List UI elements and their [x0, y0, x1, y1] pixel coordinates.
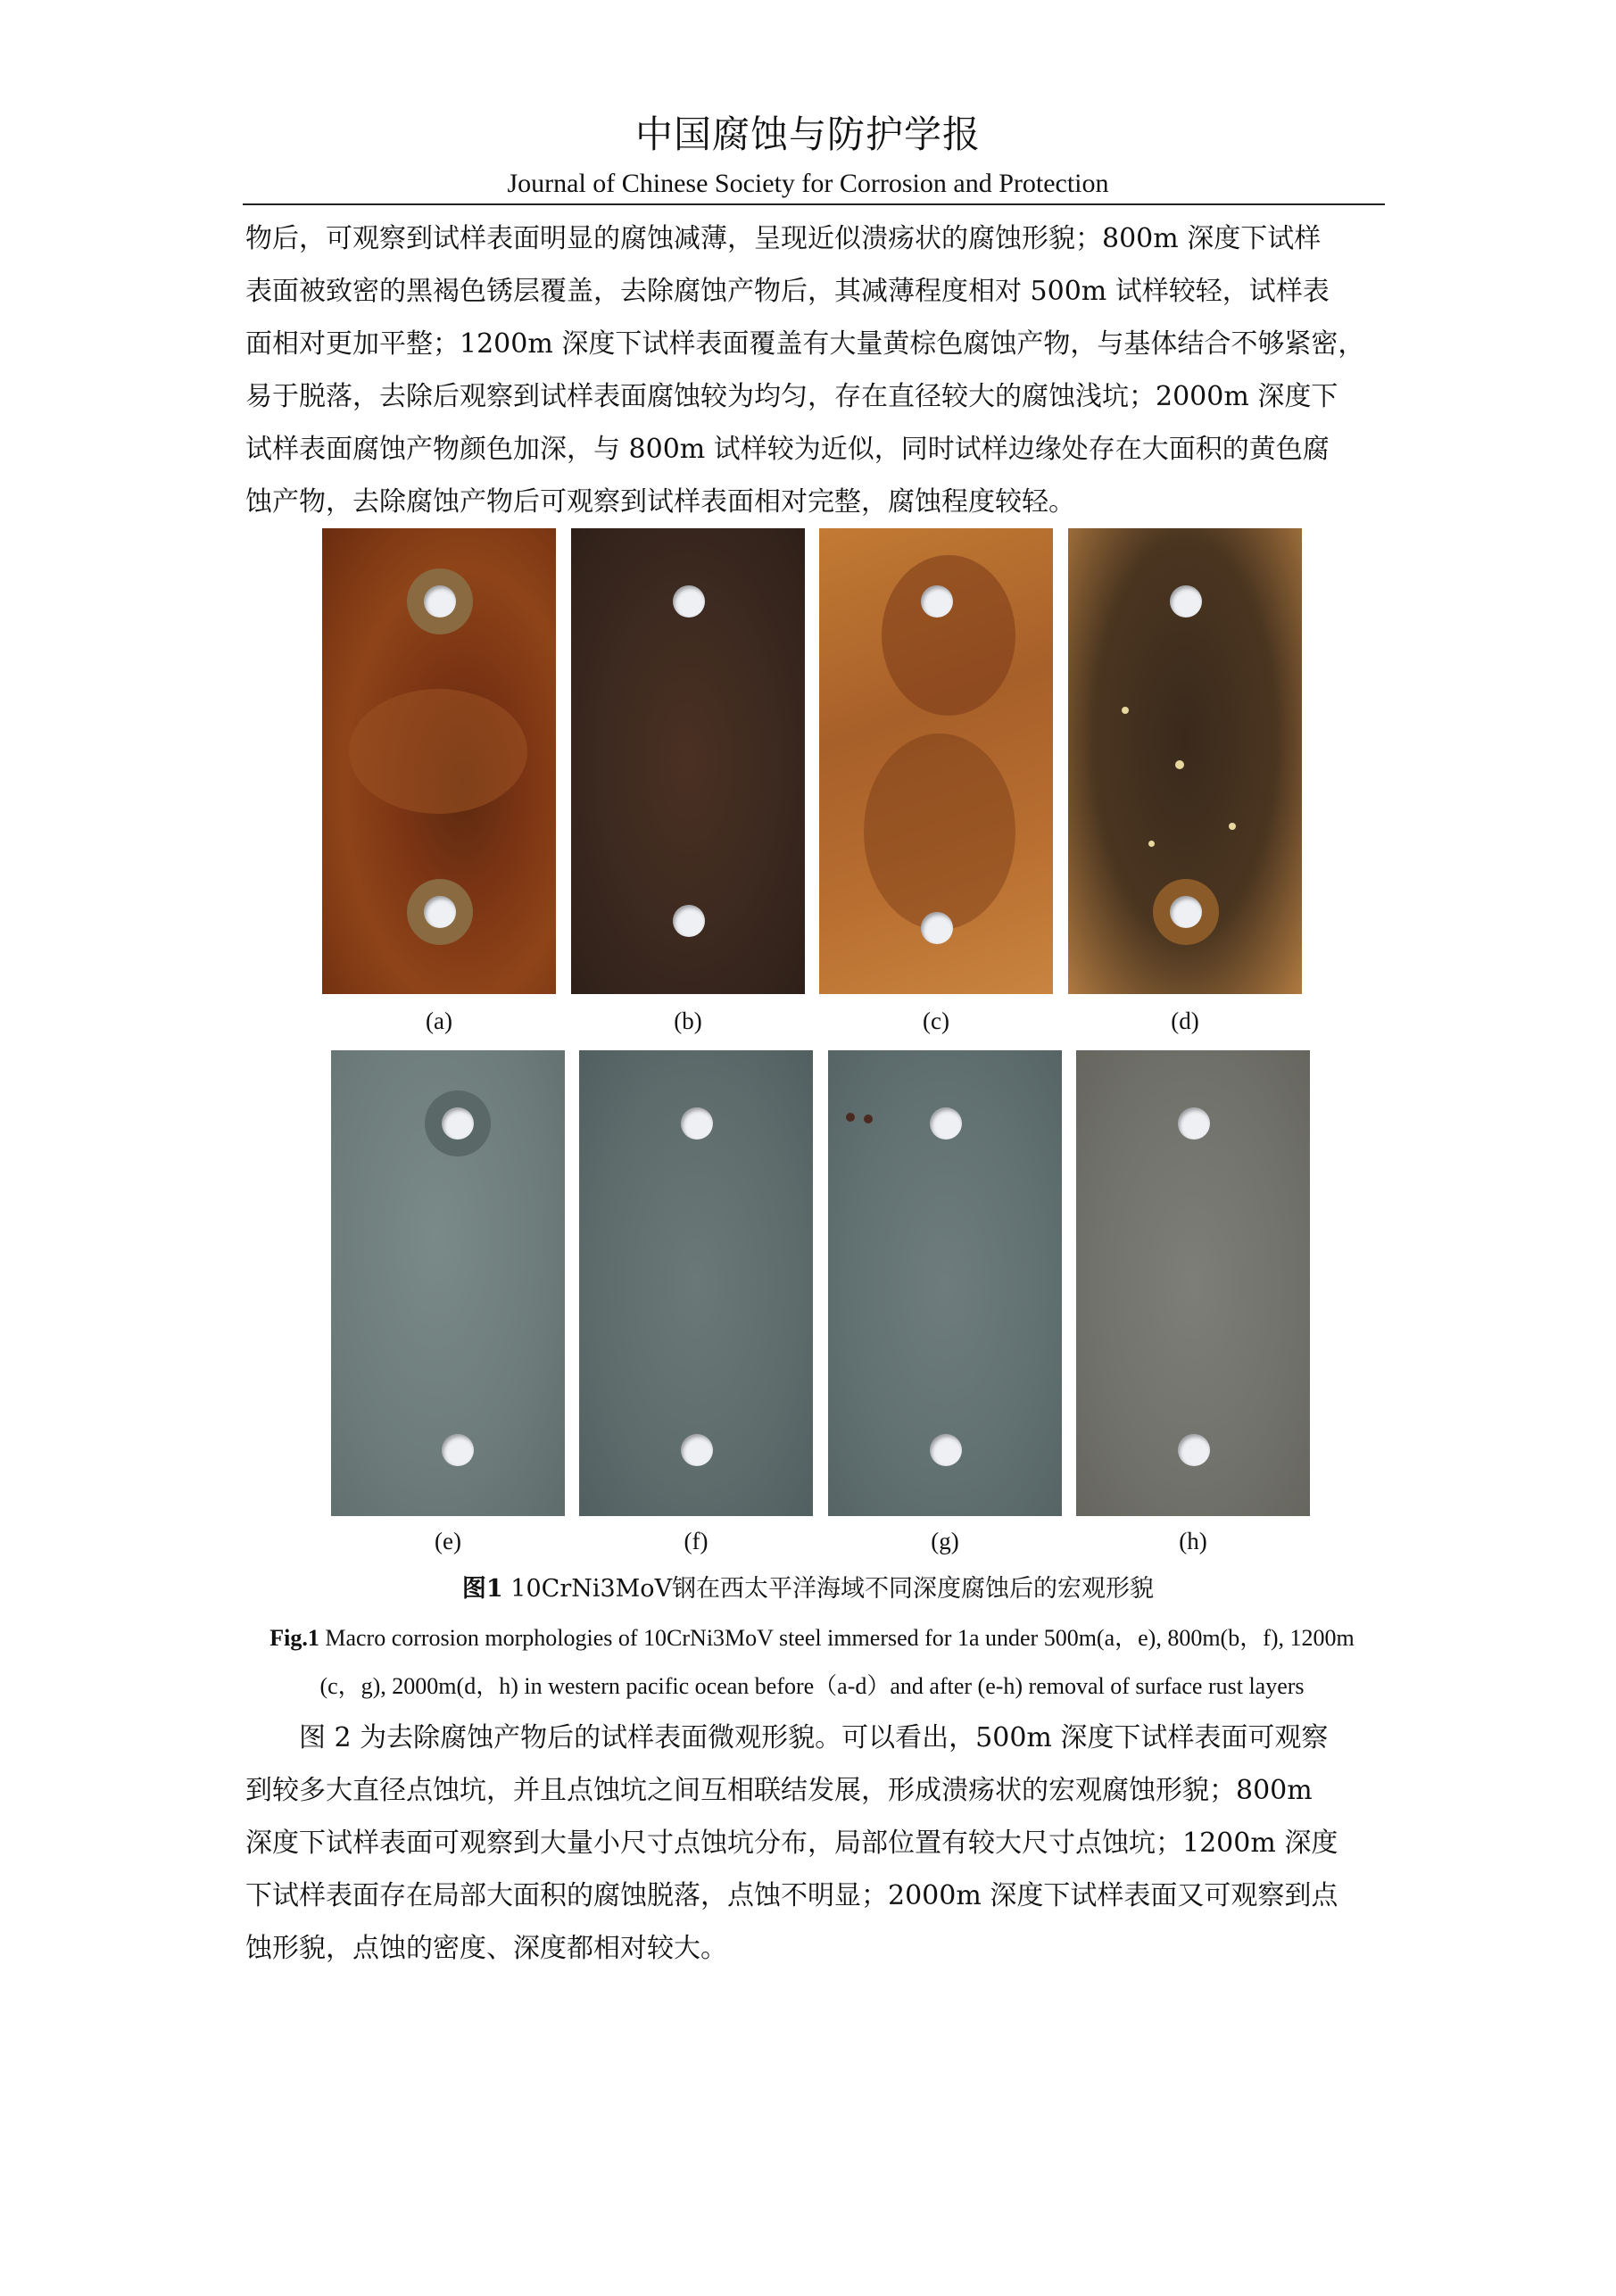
figure-caption-en-line2: (c，g), 2000m(d，h) in western pacific ocean before（a-d）and after (e-h) removal of surface rust layers	[319, 1673, 1305, 1699]
sample-photo-d	[1068, 528, 1302, 994]
subfigure-label-h: (h)	[1179, 1528, 1207, 1554]
text-line: 表面被致密的黑褐色锈层覆盖，去除腐蚀产物后，其减薄程度相对 500m 试样较轻，试样表	[245, 276, 1330, 307]
text-line: 下试样表面存在局部大面积的腐蚀脱落，点蚀不明显；2000m 深度下试样表面又可观察到点	[245, 1880, 1338, 1911]
figure-caption-en	[245, 1623, 1379, 1654]
subfigure-label-a: (a)	[426, 1007, 452, 1034]
sample-photo-g	[828, 1050, 1062, 1516]
subfigure-label-d: (d)	[1171, 1007, 1199, 1034]
subfigure-label-e: (e)	[435, 1528, 461, 1554]
subfigure-label-g: (g)	[931, 1528, 959, 1554]
body-paragraph-2	[245, 1712, 1379, 1975]
text-line: 到较多大直径点蚀坑，并且点蚀坑之间互相联结发展，形成溃疡状的宏观腐蚀形貌；800m	[245, 1775, 1313, 1806]
sample-photo-a	[322, 528, 556, 994]
figure-number-cn: 图1	[461, 1575, 503, 1603]
figure-caption-cn	[0, 1573, 1616, 1605]
body-paragraph-1	[245, 212, 1379, 528]
sample-photo-h	[1076, 1050, 1310, 1516]
sample-photo-b	[571, 528, 805, 994]
text-line: 深度下试样表面可观察到大量小尺寸点蚀坑分布，局部位置有较大尺寸点蚀坑；1200m 深度	[245, 1828, 1338, 1859]
text-line: 试样表面腐蚀产物颜色加深，与 800m 试样较为近似，同时试样边缘处存在大面积的黄色腐	[245, 434, 1330, 465]
subfigure-label-c: (c)	[923, 1007, 949, 1034]
figure-caption-cn-text: 10CrNi3MoV钢在西太平洋海域不同深度腐蚀后的宏观形貌	[502, 1575, 1155, 1603]
subfigure-label-f: (f)	[684, 1528, 709, 1554]
text-line: 蚀产物，去除腐蚀产物后可观察到试样表面相对完整，腐蚀程度较轻。	[245, 486, 1075, 518]
subfigure-label-b: (b)	[674, 1007, 702, 1034]
sample-photo-f	[579, 1050, 813, 1516]
sample-photo-e	[331, 1050, 565, 1516]
sample-photo-c	[819, 528, 1053, 994]
text-line: 面相对更加平整；1200m 深度下试样表面覆盖有大量黄棕色腐蚀产物，与基体结合不够紧密，	[245, 328, 1365, 360]
text-line: 图 2 为去除腐蚀产物后的试样表面微观形貌。可以看出，500m 深度下试样表面可观察	[245, 1722, 1329, 1753]
journal-title-cn: 中国腐蚀与防护学报	[634, 112, 981, 156]
text-line: 蚀形貌，点蚀的密度、深度都相对较大。	[245, 1933, 727, 1964]
figure-number-en: Fig.1	[269, 1625, 319, 1651]
header-divider	[243, 203, 1385, 205]
journal-title-en: Journal of Chinese Society for Corrosion and Protection	[507, 169, 1109, 198]
text-line: 易于脱落，去除后观察到试样表面腐蚀较为均匀，存在直径较大的腐蚀浅坑；2000m 深度下	[245, 381, 1338, 412]
figure-caption-en-line1: Macro corrosion morphologies of 10CrNi3MoV steel immersed for 1a under 500m(a，e), 800m(b，f), 1200m	[319, 1625, 1355, 1651]
text-line: 物后，可观察到试样表面明显的腐蚀减薄，呈现近似溃疡状的腐蚀形貌；800m 深度下试样	[245, 223, 1322, 254]
